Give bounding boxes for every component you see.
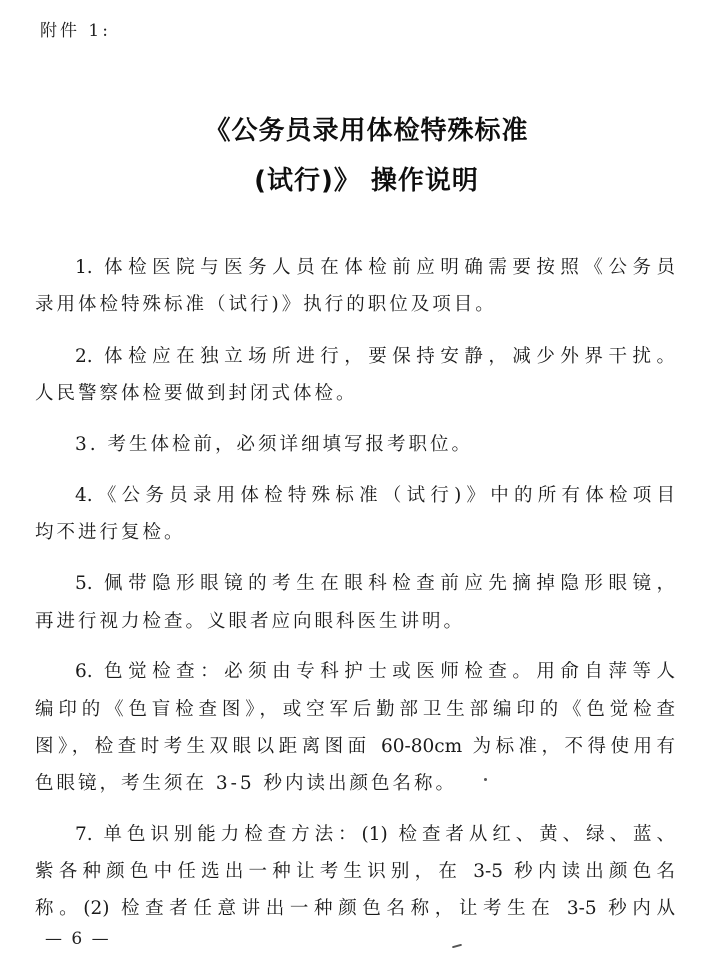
paragraph-7-line-2: 紫各种颜色中任选出一种让考生识别，在 3-5 秒内读出颜色名	[35, 861, 675, 882]
paragraph-6-line-1: 6. 色觉检查：必须由专科护士或医师检查。用俞自萍等人	[75, 661, 675, 682]
paragraph-4-line-2: 均不进行复检。	[35, 522, 186, 543]
paragraph-5-line-1: 5. 佩带隐形眼镜的考生在眼科检查前应先摘掉隐形眼镜，	[75, 573, 675, 594]
paragraph-1-line-2: 录用体检特殊标准（试行)》执行的职位及项目。	[35, 294, 497, 315]
document-title-line-1: 《公务员录用体检特殊标准	[204, 116, 529, 146]
paragraph-1-line-1: 1. 体检医院与医务人员在体检前应明确需要按照《公务员	[75, 257, 675, 278]
paragraph-2-line-2: 人民警察体检要做到封闭式体检。	[35, 383, 358, 404]
paragraph-6-line-4: 色眼镜，考生须在 3-5 秒内读出颜色名称。	[35, 773, 458, 794]
paragraph-5-line-2: 再进行视力检查。义眼者应向眼科医生讲明。	[35, 611, 466, 632]
document-title-line-2: (试行)》 操作说明	[254, 166, 479, 196]
paragraph-3-line-1: 3. 考生体检前，必须详细填写报考职位。	[75, 434, 474, 455]
attachment-label: 附件 1:	[40, 21, 111, 41]
scan-speck	[484, 778, 487, 781]
paragraph-7-line-1: 7. 单色识别能力检查方法：(1) 检查者从红、黄、绿、蓝、	[75, 824, 675, 845]
paragraph-6-line-2: 编印的《色盲检查图》，或空军后勤部卫生部编印的《色觉检查	[35, 699, 675, 720]
paragraph-4-line-1: 4.《公务员录用体检特殊标准（试行)》中的所有体检项目	[75, 485, 675, 506]
paragraph-2-line-1: 2. 体检应在独立场所进行，要保持安静，减少外界干扰。	[75, 346, 675, 367]
page-number: — 6 —	[45, 929, 111, 949]
paragraph-6-line-3: 图》，检查时考生双眼以距离图面 60-80cm 为标准，不得使用有	[35, 736, 675, 757]
paragraph-7-line-3: 称。(2) 检查者任意讲出一种颜色名称，让考生在 3-5 秒内从	[35, 898, 675, 919]
scan-mark	[452, 944, 462, 949]
